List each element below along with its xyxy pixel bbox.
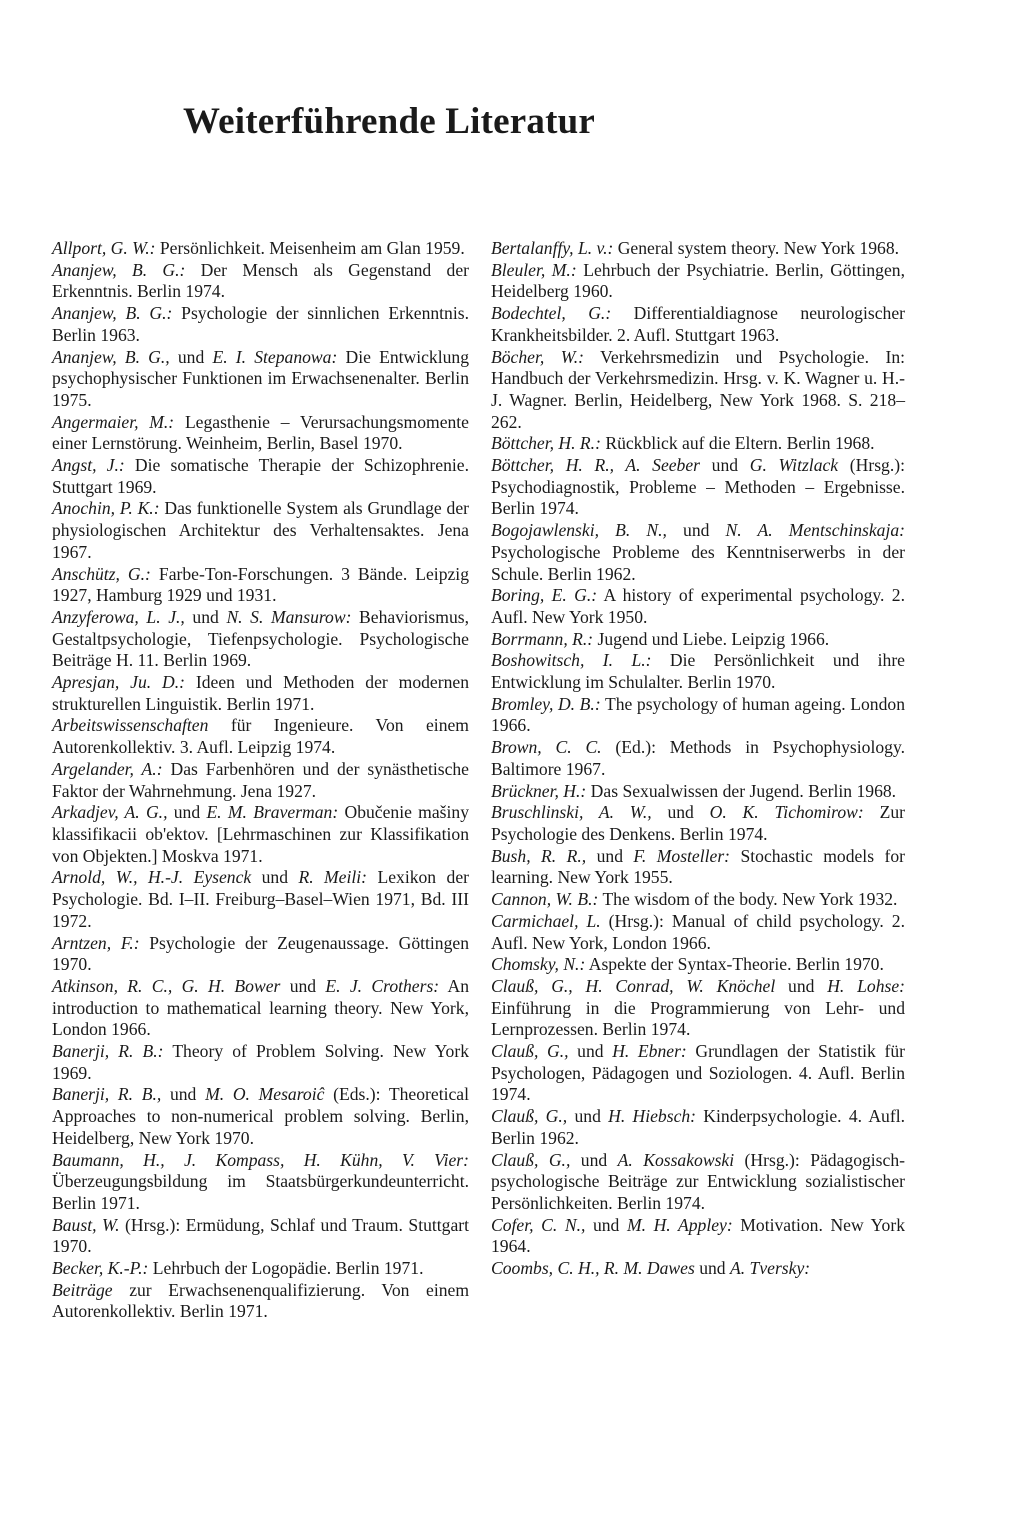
entry-text: Persönlichkeit. Meisenheim am Glan 1959. bbox=[155, 238, 465, 258]
entry-text-rest: (Hrsg.): Pädagogisch-psychologische Beiträge zur Entwicklung sozialistischer Persönlichkeiten. Berlin 1974. bbox=[491, 1149, 905, 1213]
entry-text: Farbe-Ton-Forschungen. 3 Bände. Leipzig 1927, Hamburg 1929 und 1931. bbox=[52, 563, 469, 606]
entry-text-rest: Grundlagen der Statistik für Psychologen, Pädagogen und Soziologen. 4. Aufl. Berlin 1974. bbox=[491, 1041, 905, 1105]
bibliography-entry bbox=[491, 1106, 905, 1149]
bibliography-column-right bbox=[491, 238, 905, 1280]
entry-authors: Baust, W. bbox=[52, 1214, 120, 1235]
entry-coauthors: M. H. Appley: bbox=[626, 1214, 733, 1235]
entry-text: A history of experimental psychology. 2. Aufl. New York 1950. bbox=[491, 585, 905, 627]
bibliography-entry bbox=[52, 1280, 469, 1323]
entry-text-rest: Stochastic models for learning. New York 1955. bbox=[491, 845, 905, 888]
entry-authors: Clauß, G., H. Conrad, W. Knöchel bbox=[491, 975, 776, 996]
bibliography-entry bbox=[491, 650, 905, 693]
bibliography-entry bbox=[52, 607, 469, 672]
entry-authors: Anschütz, G.: bbox=[52, 563, 151, 584]
entry-authors: Borrmann, R.: bbox=[491, 628, 594, 649]
entry-text: und bbox=[700, 455, 750, 476]
entry-authors: Allport, G. W.: bbox=[52, 238, 156, 258]
bibliography-entry bbox=[52, 260, 469, 303]
bibliography-entry bbox=[491, 238, 905, 260]
entry-text: (Hrsg.): Ermüdung, Schlaf und Traum. Stuttgart 1970. bbox=[52, 1214, 470, 1257]
entry-authors: Arkadjev, A. G., bbox=[52, 802, 168, 823]
entry-text: Das Sexualwissen der Jugend. Berlin 1968. bbox=[586, 780, 897, 801]
entry-authors: Clauß, G., bbox=[491, 1106, 568, 1127]
entry-authors: Baumann, H., J. Kompass, H. Kühn, V. Vier: bbox=[52, 1149, 469, 1170]
bibliography-entry bbox=[52, 867, 469, 932]
entry-text: Das Farbenhören und der synästhetische Faktor der Wahrnehmung. Jena 1927. bbox=[52, 758, 469, 801]
bibliography-entry bbox=[52, 1258, 469, 1280]
entry-authors: Böttcher, H. R.: bbox=[491, 433, 601, 454]
bibliography-entry bbox=[491, 1215, 905, 1258]
entry-authors: Böcher, W.: bbox=[491, 346, 584, 367]
entry-authors: Atkinson, R. C., G. H. Bower bbox=[52, 975, 281, 996]
bibliography-entry bbox=[52, 802, 469, 867]
entry-text-rest: Zur Psychologie des Denkens. Berlin 1974. bbox=[491, 802, 905, 844]
entry-text: Lehrbuch der Logopädie. Berlin 1971. bbox=[148, 1258, 424, 1279]
entry-text: und bbox=[568, 1041, 613, 1062]
entry-text: Überzeugungsbildung im Staatsbürgerkundeunterricht. Berlin 1971. bbox=[52, 1171, 469, 1213]
entry-text: und bbox=[167, 802, 207, 823]
bibliography-entry bbox=[491, 260, 905, 303]
bibliography-entry bbox=[491, 347, 905, 434]
entry-coauthors: H. Lohse: bbox=[827, 975, 906, 996]
entry-authors: Bodechtel, G.: bbox=[491, 303, 612, 324]
entry-text: Psychologie der Zeugenaussage. Göttingen 1970. bbox=[52, 932, 470, 975]
entry-text-rest: (Eds.): Theoretical Approaches to non-numerical problem solving. Berlin, Heidelberg, New York 1970. bbox=[52, 1084, 469, 1148]
entry-text: Rückblick auf die Eltern. Berlin 1968. bbox=[600, 433, 875, 454]
bibliography-entry bbox=[491, 889, 905, 911]
entry-text: und bbox=[666, 520, 726, 541]
bibliography-entry bbox=[491, 737, 905, 780]
entry-coauthors: E. J. Crothers: bbox=[325, 975, 440, 996]
entry-authors: Boring, E. G.: bbox=[491, 585, 598, 606]
entry-authors: Carmichael, L. bbox=[491, 910, 601, 931]
entry-text: Psychologie der sinnlichen Erkenntnis. Berlin 1963. bbox=[52, 303, 469, 345]
bibliography-entry bbox=[52, 672, 469, 715]
bibliography-entry bbox=[52, 455, 469, 498]
entry-authors: Clauß, G., bbox=[491, 1149, 571, 1170]
entry-authors: Ananjew, B. G.: bbox=[52, 259, 186, 280]
entry-coauthors: E. M. Braverman: bbox=[206, 802, 339, 823]
bibliography-entry bbox=[52, 347, 469, 412]
entry-authors: Anzyferowa, L. J., bbox=[52, 606, 185, 627]
entry-coauthors: O. K. Tichomirow: bbox=[709, 802, 864, 823]
entry-text: (Hrsg.): Manual of child psychology. 2. Aufl. New York, London 1966. bbox=[491, 910, 905, 953]
bibliography-entry bbox=[491, 303, 905, 346]
entry-text-rest: Die Entwicklung psychophysischer Funktionen im Erwachsenenalter. Berlin 1975. bbox=[52, 346, 469, 410]
entry-text-rest: Kinderpsychologie. 4. Aufl. Berlin 1962. bbox=[491, 1106, 905, 1148]
entry-text: und bbox=[169, 346, 213, 367]
entry-coauthors: N. A. Mentschinskaja: bbox=[725, 520, 906, 541]
entry-text-rest: An introduction to mathematical learning theory. New York, London 1966. bbox=[52, 975, 470, 1040]
entry-text: und bbox=[586, 845, 634, 866]
entry-coauthors: H. Hiebsch: bbox=[608, 1106, 697, 1127]
entry-authors: Bromley, D. B.: bbox=[491, 693, 601, 714]
entry-authors: Banerji, R. B.: bbox=[52, 1041, 164, 1062]
entry-authors: Ananjew, B. G.: bbox=[52, 303, 173, 324]
entry-authors: Böttcher, H. R., A. Seeber bbox=[491, 455, 701, 476]
entry-text: Ideen und Methoden der modernen strukturellen Linguistik. Berlin 1971. bbox=[52, 672, 469, 714]
entry-text: und bbox=[694, 1258, 730, 1279]
bibliography-entry bbox=[52, 303, 469, 346]
bibliography-entry bbox=[52, 564, 469, 607]
entry-text: Die Persönlichkeit und ihre Entwicklung im Schulalter. Berlin 1970. bbox=[491, 650, 905, 693]
entry-authors: Brown, C. C. bbox=[491, 737, 602, 758]
entry-text: Der Mensch als Gegenstand der Erkenntnis. Berlin 1974. bbox=[52, 259, 469, 302]
bibliography-entry bbox=[52, 1215, 469, 1258]
entry-text: und bbox=[567, 1106, 609, 1127]
entry-coauthors: H. Ebner: bbox=[612, 1041, 687, 1062]
entry-authors: Angermaier, M.: bbox=[52, 411, 175, 432]
entry-coauthors: F. Mosteller: bbox=[633, 845, 731, 866]
entry-text: Aspekte der Syntax-Theorie. Berlin 1970. bbox=[585, 954, 884, 975]
bibliography-entry bbox=[52, 759, 469, 802]
entry-authors: Cannon, W. B.: bbox=[491, 889, 599, 910]
entry-authors: Bertalanffy, L. v.: bbox=[491, 238, 614, 258]
entry-text-rest: (Hrsg.): Psychodiagnostik, Probleme – Methoden – Ergebnisse. Berlin 1974. bbox=[491, 455, 905, 519]
entry-coauthors: A. Kossakowski bbox=[617, 1149, 735, 1170]
entry-text-rest: Behaviorismus, Gestaltpsychologie, Tiefenpsychologie. Psychologische Beiträge H. 11. Berlin 1969. bbox=[52, 606, 470, 671]
entry-text: und bbox=[161, 1084, 206, 1105]
bibliography-entry bbox=[52, 1150, 469, 1215]
entry-authors: Apresjan, Ju. D.: bbox=[52, 672, 185, 693]
bibliography-entry bbox=[491, 1150, 905, 1215]
bibliography-entry bbox=[52, 498, 469, 563]
entry-coauthors: N. S. Mansurow: bbox=[226, 606, 352, 627]
entry-authors: Cofer, C. N., bbox=[491, 1214, 586, 1235]
entry-authors: Arnold, W., H.-J. Eysenck bbox=[52, 867, 252, 888]
entry-authors: Bush, R. R., bbox=[491, 845, 587, 866]
entry-authors: Ananjew, B. G., bbox=[52, 346, 170, 367]
entry-coauthors: E. I. Stepanowa: bbox=[212, 346, 338, 367]
entry-authors: Boshowitsch, I. L.: bbox=[491, 650, 652, 671]
entry-authors: Bogojawlenski, B. N., bbox=[491, 520, 667, 541]
entry-authors: Chomsky, N.: bbox=[491, 954, 586, 975]
bibliography-entry bbox=[52, 976, 469, 1041]
bibliography-entry bbox=[52, 412, 469, 455]
entry-text: Jugend und Liebe. Leipzig 1966. bbox=[593, 628, 830, 649]
bibliography-entry bbox=[52, 1084, 469, 1149]
entry-text: The psychology of human ageing. London 1966. bbox=[491, 693, 905, 736]
entry-text: Differentialdiagnose neurologischer Krankheitsbilder. 2. Aufl. Stuttgart 1963. bbox=[491, 303, 905, 345]
entry-text-rest: Einführung in die Programmierung von Lehr- und Lernprozessen. Berlin 1974. bbox=[491, 997, 905, 1040]
entry-text: Lehrbuch der Psychiatrie. Berlin, Göttingen, Heidelberg 1960. bbox=[491, 259, 905, 302]
page-title: Weiterführende Literatur bbox=[183, 101, 596, 142]
entry-text: und bbox=[651, 802, 710, 823]
entry-text: und bbox=[570, 1149, 618, 1170]
entry-coauthors: R. Meili: bbox=[298, 867, 368, 888]
entry-coauthors: G. Witzlack bbox=[749, 455, 839, 476]
entry-authors: Anochin, P. K.: bbox=[52, 498, 160, 519]
entry-authors: Coombs, C. H., R. M. Dawes bbox=[491, 1258, 695, 1279]
entry-text-rest: Psychologische Probleme des Kenntniserwerbs in der Schule. Berlin 1962. bbox=[491, 541, 905, 584]
entry-text: Die somatische Therapie der Schizophrenie. Stuttgart 1969. bbox=[52, 455, 469, 497]
entry-authors: Brückner, H.: bbox=[491, 780, 587, 801]
entry-text: für Ingenieure. Von einem Autorenkollektiv. 3. Aufl. Leipzig 1974. bbox=[52, 715, 469, 758]
entry-authors: Bruschlinski, A. W., bbox=[491, 802, 652, 823]
entry-coauthors: A. Tversky: bbox=[730, 1258, 811, 1279]
bibliography-entry bbox=[491, 976, 905, 1041]
entry-text: Theory of Problem Solving. New York 1969. bbox=[52, 1041, 470, 1083]
bibliography-entry bbox=[491, 911, 905, 954]
bibliography-entry bbox=[491, 1041, 905, 1106]
entry-text: und bbox=[775, 975, 828, 996]
entry-text-rest: Obučenie mašiny klassifikacii ob'ektov. [Lehrmaschinen zur Klassifikation von Objekten.] Moskva 1971. bbox=[52, 802, 470, 866]
entry-text: Legasthenie – Verursachungsmomente einer Lernstörung. Weinheim, Berlin, Basel 1970. bbox=[52, 411, 469, 454]
bibliography-entry bbox=[491, 455, 905, 520]
entry-authors: Becker, K.-P.: bbox=[52, 1258, 149, 1279]
bibliography-entry bbox=[491, 781, 905, 803]
bibliography-entry bbox=[491, 694, 905, 737]
bibliography-column-left bbox=[52, 238, 469, 1323]
entry-text: Verkehrsmedizin und Psychologie. In: Handbuch der Verkehrsmedizin. Hrsg. v. K. Wagner u. H.-J. Wagner. Berlin, Heidelberg, New York 1968. S. 218–262. bbox=[491, 346, 905, 432]
bibliography-entry bbox=[52, 933, 469, 976]
entry-text: Das funktionelle System als Grundlage der physiologischen Architektur des Verhaltensaktes. Jena 1967. bbox=[52, 498, 469, 562]
entry-authors: Arntzen, F.: bbox=[52, 932, 140, 953]
bibliography-entry bbox=[491, 585, 905, 628]
bibliography-entry bbox=[491, 846, 905, 889]
entry-text: und bbox=[184, 606, 227, 627]
entry-authors: Arbeitswissenschaften bbox=[52, 715, 209, 736]
entry-text: und bbox=[280, 975, 326, 996]
bibliography-entry bbox=[52, 1041, 469, 1084]
entry-coauthors: M. O. Mesaroiĉ bbox=[205, 1084, 325, 1105]
entry-text: und bbox=[585, 1214, 627, 1235]
entry-text: und bbox=[251, 867, 299, 888]
entry-text-rest: Motivation. New York 1964. bbox=[491, 1214, 906, 1257]
entry-text: The wisdom of the body. New York 1932. bbox=[598, 889, 898, 910]
entry-text: zur Erwachsenenqualifizierung. Von einem Autorenkollektiv. Berlin 1971. bbox=[52, 1279, 469, 1322]
bibliography-entry bbox=[52, 715, 469, 758]
entry-authors: Argelander, A.: bbox=[52, 758, 163, 779]
entry-text-rest: Lexikon der Psychologie. Bd. I–II. Freiburg–Basel–Wien 1971, Bd. III 1972. bbox=[52, 867, 469, 931]
bibliography-entry bbox=[52, 238, 469, 260]
bibliography-entry bbox=[491, 629, 905, 651]
bibliography-entry bbox=[491, 954, 905, 976]
bibliography-entry bbox=[491, 433, 905, 455]
entry-authors: Clauß, G., bbox=[491, 1041, 569, 1062]
bibliography-entry bbox=[491, 1258, 905, 1280]
entry-authors: Bleuler, M.: bbox=[491, 259, 577, 280]
entry-authors: Beiträge bbox=[52, 1279, 113, 1300]
bibliography-entry bbox=[491, 520, 905, 585]
entry-authors: Banerji, R. B., bbox=[52, 1084, 162, 1105]
bibliography-entry bbox=[491, 802, 905, 845]
entry-text: General system theory. New York 1968. bbox=[613, 238, 900, 258]
entry-text: (Ed.): Methods in Psychophysiology. Baltimore 1967. bbox=[491, 737, 905, 779]
entry-authors: Angst, J.: bbox=[52, 455, 125, 476]
